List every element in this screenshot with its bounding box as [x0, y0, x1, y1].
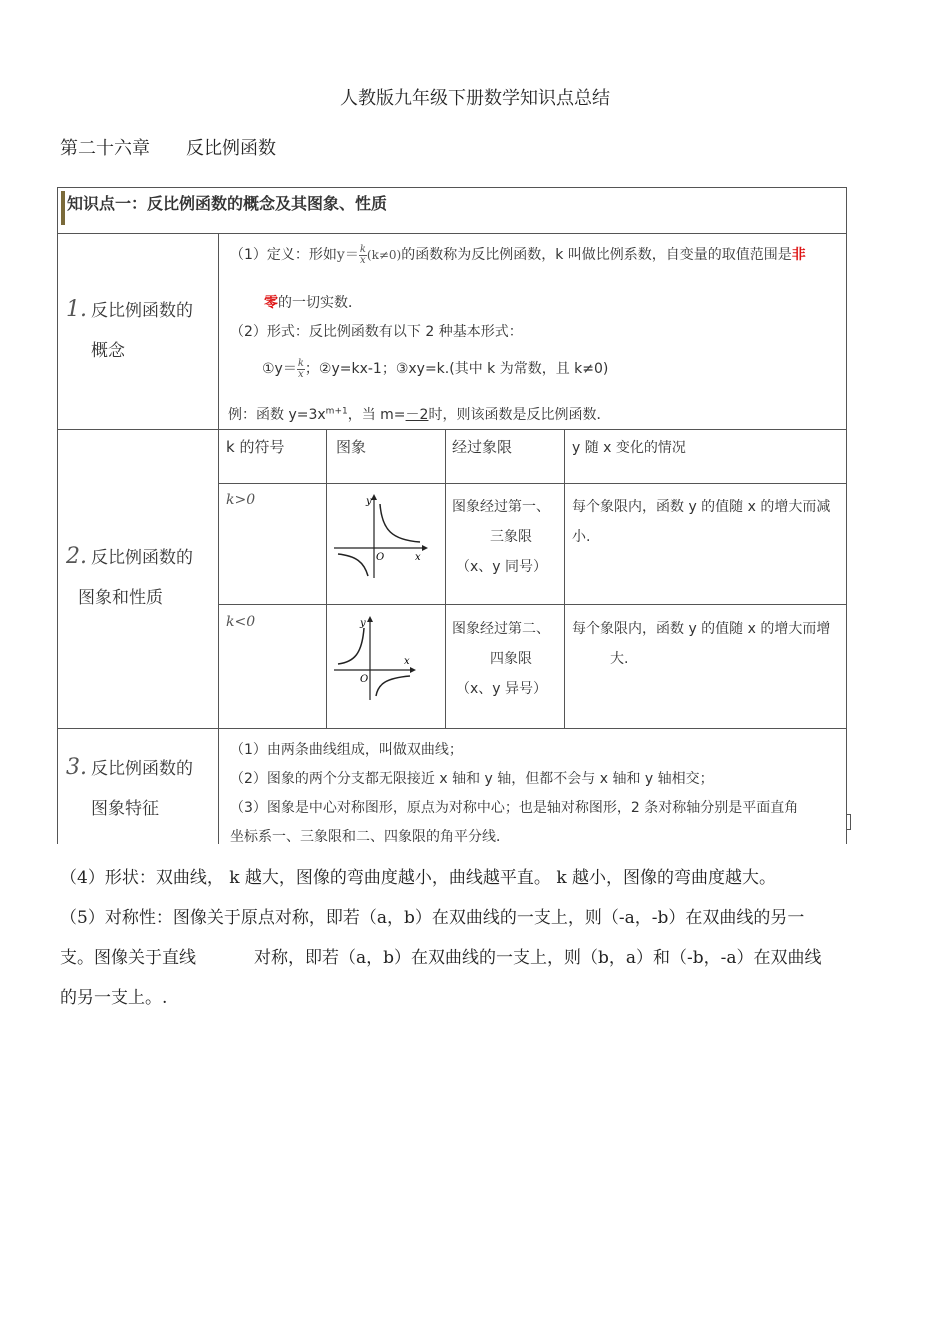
section-1-example [228, 404, 610, 424]
chapter-number: 第二十六章 [60, 138, 150, 159]
header-accent-bar [61, 191, 65, 225]
paragraph-symmetry-line2 [60, 938, 900, 978]
paragraph-symmetry-line1: （5）对称性：图像关于原点对称，即若（a，b）在双曲线的一支上，则（-a，-b）在双曲线的另一 [60, 908, 805, 928]
section-3-label-line2: 图象特征 [91, 799, 159, 819]
col-divider-quadrant [445, 429, 446, 728]
feature-line-2: （2）图象的两个分支都无限接近 x 轴和 y 轴，但都不会与 x 轴和 y 轴相交； [230, 771, 714, 787]
graph-positive-x-arrow [422, 545, 428, 551]
example-mid: ，当 m= [347, 407, 406, 423]
section-1-definition-tail [264, 292, 362, 312]
section-3-label [66, 748, 193, 829]
graph-positive-branch-1 [380, 504, 420, 542]
def-text: 的函数称为反比例函数，k 叫做比例系数，自变量的取值范围是 [401, 247, 792, 263]
forms-rest: ；②y=kx-1；③xy=k.(其中 k 为常数，且 k≠0) [304, 361, 609, 377]
def-condition: (k≠0) [366, 248, 402, 262]
section-1-label [66, 290, 193, 371]
graph-negative-x-arrow [410, 667, 416, 673]
def-highlight-2: 零 [264, 295, 278, 311]
section-2-label-line1: 反比例函数的 [91, 548, 193, 568]
negative-quadrant-line2: 四象限 [490, 651, 532, 667]
col-header-sign: k 的符号 [226, 438, 285, 456]
graph-negative-branch-4 [376, 676, 410, 696]
positive-quadrant-line3: （x、y 同号） [456, 559, 548, 575]
def-tail: 的一切实数． [278, 295, 362, 311]
knowledge-point-title: 知识点一：反比例函数的概念及其图象、性质 [67, 194, 388, 213]
negative-quadrant-line1: 图象经过第二、 [452, 621, 550, 637]
graph-negative-origin-label: O [360, 674, 369, 685]
negative-trend-line1: 每个象限内，函数 y 的值随 x 的增大而增 [572, 621, 831, 637]
positive-quadrant-line1: 图象经过第一、 [452, 499, 550, 515]
col-divider-graph [326, 429, 327, 728]
row-positive-quadrant [452, 492, 562, 582]
positive-quadrant-line2: 三象限 [490, 529, 532, 545]
feature-line-1: （1）由两条曲线组成，叫做双曲线； [230, 742, 463, 758]
feature-line-3: （3）图象是中心对称图形，原点为对称中心；也是轴对称图形，2 条对称轴分别是平面直角 [230, 800, 799, 816]
section-3-number: 3. [66, 755, 87, 780]
row-negative-sign: k<0 [226, 614, 256, 630]
graph-negative-y-arrow [367, 616, 373, 622]
table-left-border [57, 234, 58, 844]
row-negative-quadrant [452, 614, 562, 704]
row-negative-trend [572, 614, 844, 674]
section-2-label [66, 537, 193, 618]
def-formula-y: y＝ [336, 247, 359, 263]
def-highlight-1: 非 [791, 247, 806, 263]
row-divider-1 [57, 429, 847, 430]
negative-trend-line2: 大. [610, 651, 629, 667]
positive-trend-line1: 每个象限内，函数 y 的值随 x 的增大而减 [572, 499, 831, 515]
graph-positive-branch-3 [338, 554, 368, 576]
forms-frac-bot: x [298, 368, 304, 380]
label-column-divider [218, 234, 219, 844]
positive-trend-line2: 小. [572, 529, 591, 545]
col-header-trend: y 随 x 变化的情况 [572, 440, 686, 456]
knowledge-point-header [57, 187, 847, 234]
graph-negative-k [330, 612, 430, 702]
def-frac-top: k [359, 243, 366, 255]
example-answer: －2 [405, 407, 429, 423]
col-divider-trend [564, 429, 565, 728]
section-2-label-line2: 图象和性质 [78, 588, 163, 608]
symmetry-line2-end: 对称，即若（a，b）在双曲线的一支上，则（b，a）和（-b，-a）在双曲线 [254, 948, 822, 968]
subheader-divider [218, 483, 846, 484]
table-corner-mark [846, 814, 851, 830]
section-1-label-line2: 概念 [91, 341, 125, 361]
graph-positive-y-arrow [371, 494, 377, 500]
chapter-heading [60, 134, 276, 160]
col-header-quadrant: 经过象限 [452, 438, 513, 456]
example-tail: 时，则该函数是反比例函数． [428, 407, 611, 423]
row-divider-2 [57, 728, 847, 729]
paragraph-symmetry-line3: 的另一支上。. [60, 988, 168, 1008]
forms-fraction [297, 359, 305, 380]
def-frac-bot: x [360, 254, 366, 266]
section-2-number: 2. [66, 544, 87, 569]
negative-quadrant-line3: （x、y 异号） [456, 681, 548, 697]
section-3-features [230, 736, 844, 852]
section-1-number: 1. [66, 297, 87, 322]
chapter-name: 反比例函数 [186, 138, 276, 159]
k-row-divider [218, 604, 846, 605]
graph-positive-y-label: y [366, 496, 372, 507]
forms-first: ①y＝ [262, 361, 297, 377]
symmetry-line2-start: 支。图像关于直线 [60, 948, 196, 968]
document-title: 人教版九年级下册数学知识点总结 [340, 88, 610, 109]
section-1-definition [230, 244, 844, 266]
section-1-form: （2）形式：反比例函数有以下 2 种基本形式： [230, 324, 523, 340]
section-3-label-line1: 反比例函数的 [91, 759, 193, 779]
section-1-label-line1: 反比例函数的 [91, 301, 193, 321]
paragraph-shape: （4）形状：双曲线， k 越大，图像的弯曲度越小，曲线越平直。 k 越小，图像的弯曲度越大。 [60, 868, 777, 888]
graph-positive-x-label: x [415, 552, 421, 563]
forms-frac-top: k [297, 357, 304, 369]
graph-negative-y-label: y [360, 618, 366, 629]
col-header-graph: 图象 [336, 438, 367, 456]
row-positive-trend [572, 492, 844, 552]
def-prefix: （1）定义：形如 [230, 247, 337, 263]
table-right-border [846, 234, 847, 844]
feature-line-4: 坐标系一、三象限和二、四象限的角平分线． [230, 829, 510, 845]
section-1-forms [262, 358, 608, 380]
row-positive-sign: k>0 [226, 492, 256, 508]
graph-positive-k [330, 490, 430, 580]
example-prefix: 例：函数 y=3x [228, 407, 326, 423]
graph-negative-x-label: x [404, 656, 410, 667]
example-exponent: m+1 [325, 406, 348, 417]
graph-negative-branch-2 [338, 628, 364, 664]
def-fraction [359, 245, 367, 266]
graph-positive-origin-label: O [376, 552, 385, 563]
